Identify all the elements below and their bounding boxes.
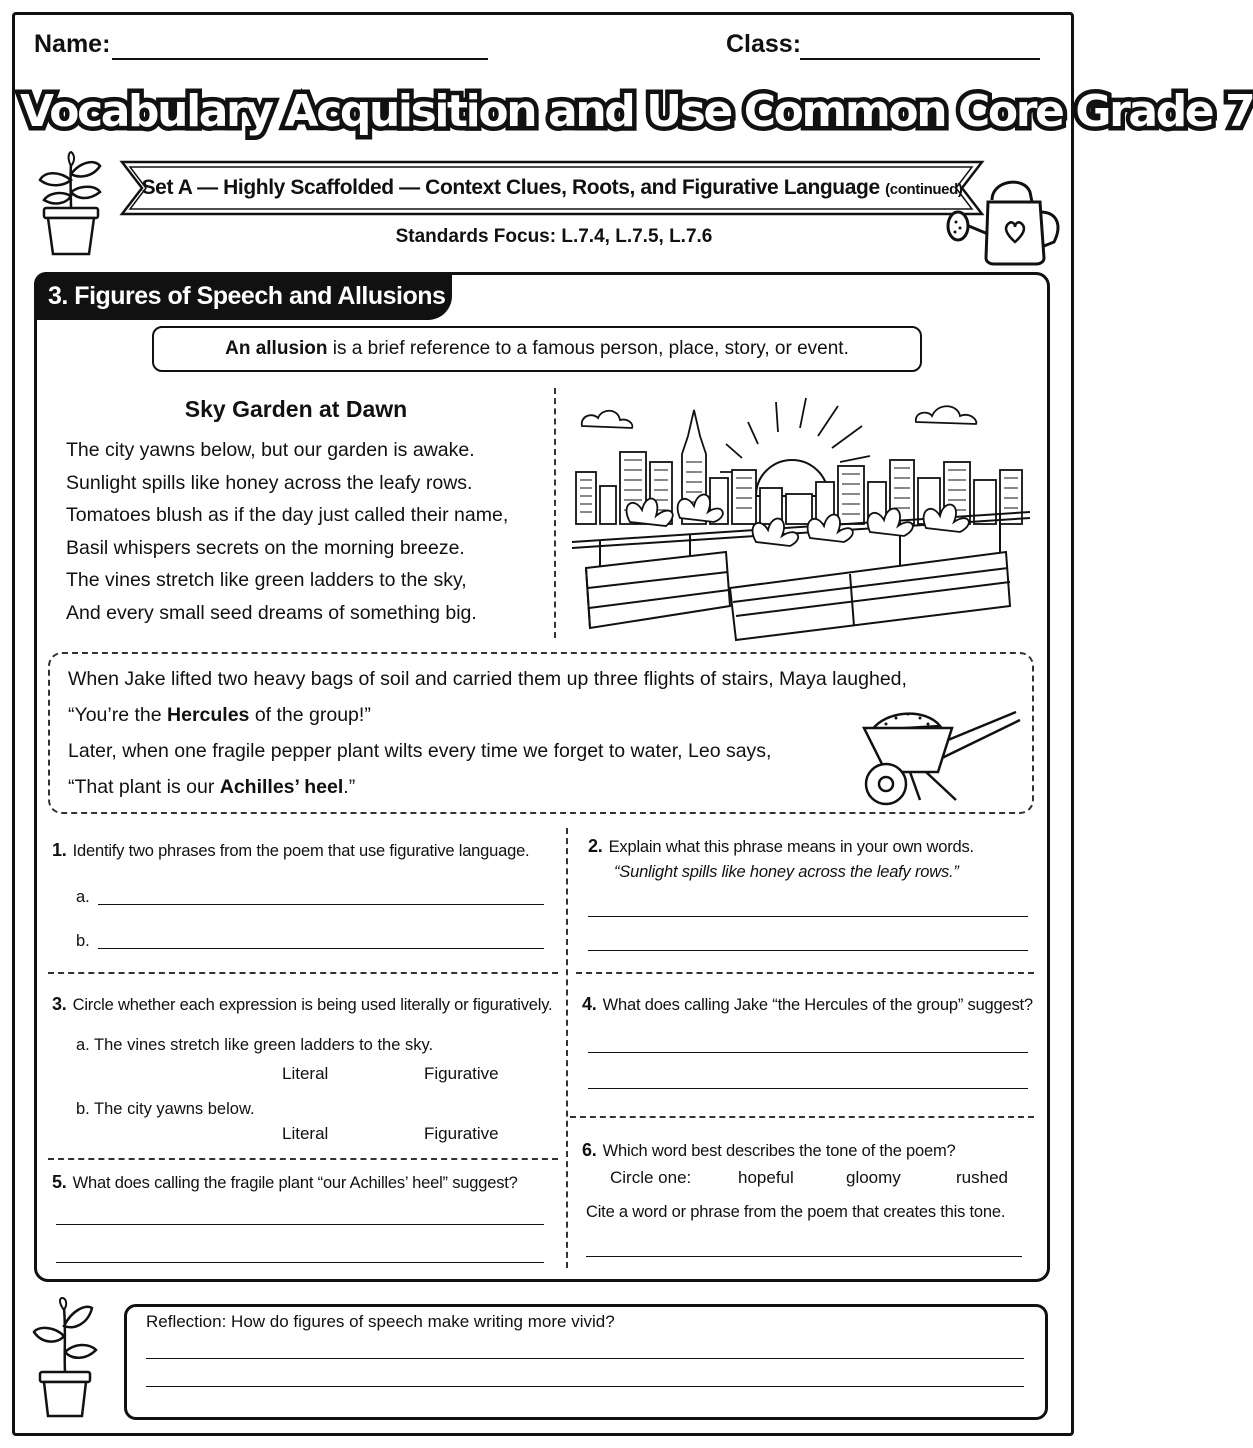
section-title: 3. Figures of Speech and Allusions bbox=[34, 272, 452, 320]
question-divider bbox=[48, 1158, 558, 1160]
q6-option-hopeful[interactable]: hopeful bbox=[738, 1168, 794, 1187]
poem-line: The city yawns below, but our garden is awake. bbox=[66, 439, 475, 461]
q2-quote: “Sunlight spills like honey across the leafy rows.” bbox=[614, 863, 959, 881]
question-divider bbox=[570, 1116, 1034, 1118]
question-divider bbox=[48, 972, 558, 974]
poem-line: And every small seed dreams of something big. bbox=[66, 601, 477, 624]
q4-answer-line[interactable] bbox=[588, 1088, 1028, 1089]
watering-can-icon bbox=[944, 172, 1064, 268]
reflection-answer-line[interactable] bbox=[146, 1358, 1024, 1359]
reflection-answer-line[interactable] bbox=[146, 1386, 1024, 1387]
question-3: 3. Circle whether each expression is being used literally or figuratively. bbox=[52, 994, 553, 1014]
question-1: 1. Identify two phrases from the poem that use figurative language. bbox=[52, 840, 530, 860]
cloud-icon bbox=[582, 411, 633, 428]
story-line: Later, when one fragile pepper plant wilts every time we forget to water, Leo says, bbox=[68, 740, 772, 762]
q4-answer-line[interactable] bbox=[588, 1052, 1028, 1053]
q3-item-b: b. The city yawns below. bbox=[76, 1100, 255, 1118]
question-6: 6. Which word best describes the tone of the poem? bbox=[582, 1140, 956, 1160]
q1-answer-a[interactable] bbox=[98, 904, 544, 905]
question-divider-vertical bbox=[566, 828, 568, 1268]
q5-answer-line[interactable] bbox=[56, 1224, 544, 1225]
name-class-row bbox=[34, 30, 1044, 66]
q6-cite-prompt: Cite a word or phrase from the poem that creates this tone. bbox=[586, 1203, 1006, 1221]
q3-a-literal-option[interactable]: Literal bbox=[282, 1064, 329, 1083]
poem-line: Sunlight spills like honey across the leafy rows. bbox=[66, 471, 473, 494]
question-4: 4. What does calling Jake “the Hercules of the group” suggest? bbox=[582, 994, 1033, 1014]
name-label: Name: bbox=[34, 30, 111, 58]
story-line: “You’re the Hercules of the group!” bbox=[68, 704, 371, 726]
q3-a-figurative-option[interactable]: Figurative bbox=[424, 1064, 499, 1083]
banner-continued: (continued) bbox=[885, 181, 963, 198]
q6-option-rushed[interactable]: rushed bbox=[956, 1168, 1008, 1187]
definition-text: is a brief reference to a famous person, place, story, or event. bbox=[327, 338, 849, 359]
q1-a-label: a. bbox=[76, 888, 90, 906]
wheelbarrow-icon bbox=[856, 700, 1026, 810]
q1-b-label: b. bbox=[76, 932, 90, 950]
poem-line: The vines stretch like green ladders to the sky, bbox=[66, 569, 467, 591]
q3-b-figurative-option[interactable]: Figurative bbox=[424, 1124, 499, 1143]
definition-term: An allusion bbox=[225, 338, 328, 359]
q2-answer-line[interactable] bbox=[588, 916, 1028, 917]
potted-plant-icon bbox=[34, 150, 108, 258]
poem-line: Basil whispers secrets on the morning breeze. bbox=[66, 536, 465, 559]
allusion-definition bbox=[152, 326, 922, 372]
poem-text bbox=[66, 434, 546, 629]
banner-title: Set A — Highly Scaffolded — Context Clues, Roots, and Figurative Language bbox=[141, 176, 880, 199]
question-divider bbox=[576, 972, 1034, 974]
hercules-term: Hercules bbox=[167, 704, 250, 726]
reflection-prompt: Reflection: How do figures of speech make writing more vivid? bbox=[146, 1312, 615, 1331]
achilles-term: Achilles’ heel bbox=[219, 776, 344, 798]
question-2: 2. Explain what this phrase means in your own words. bbox=[588, 836, 974, 856]
class-field[interactable] bbox=[800, 58, 1040, 60]
story-line: “That plant is our Achilles’ heel.” bbox=[68, 776, 356, 798]
q6-option-gloomy[interactable]: gloomy bbox=[846, 1168, 901, 1187]
q3-b-literal-option[interactable]: Literal bbox=[282, 1124, 329, 1143]
poem-title: Sky Garden at Dawn bbox=[184, 396, 408, 422]
q6-answer-line[interactable] bbox=[586, 1256, 1022, 1257]
set-banner bbox=[120, 160, 984, 216]
poem-line: Tomatoes blush as if the day just called their name, bbox=[66, 504, 509, 526]
potted-plant-icon bbox=[28, 1296, 102, 1420]
q1-answer-b[interactable] bbox=[98, 948, 544, 949]
story-line: When Jake lifted two heavy bags of soil and carried them up three flights of stairs, Maya laughed, bbox=[68, 668, 907, 690]
worksheet-title: Vocabulary Acquisition and Use Common Core Grade 7 bbox=[20, 86, 1253, 137]
standards-focus: Standards Focus: L.7.4, L.7.5, L.7.6 bbox=[395, 226, 713, 247]
question-5: 5. What does calling the fragile plant “our Achilles’ heel” suggest? bbox=[52, 1172, 518, 1192]
city-garden-illustration bbox=[570, 392, 1030, 642]
class-label: Class: bbox=[726, 30, 802, 58]
q5-answer-line[interactable] bbox=[56, 1262, 544, 1263]
poem-divider bbox=[554, 388, 556, 638]
q2-answer-line[interactable] bbox=[588, 950, 1028, 951]
q3-item-a: a. The vines stretch like green ladders to the sky. bbox=[76, 1036, 434, 1054]
q6-circle-label: Circle one: bbox=[610, 1168, 692, 1187]
name-field[interactable] bbox=[112, 58, 488, 60]
